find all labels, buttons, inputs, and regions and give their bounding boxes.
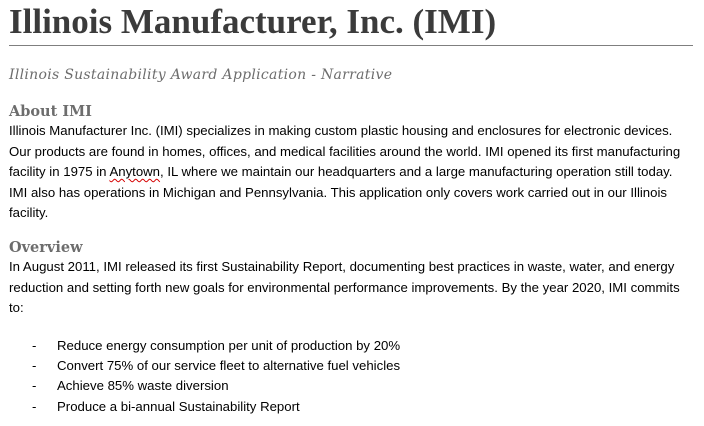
bullet-dash: - xyxy=(32,398,37,414)
bullet-dash: - xyxy=(32,337,37,353)
list-item[interactable] xyxy=(9,356,693,376)
bullet-dash: - xyxy=(32,358,37,374)
title-divider xyxy=(9,45,693,46)
list-item[interactable] xyxy=(9,397,693,417)
commitments-list xyxy=(9,336,693,417)
about-paragraph[interactable] xyxy=(9,121,693,224)
document-subtitle[interactable]: Illinois Sustainability Award Application - Narrative xyxy=(9,67,393,83)
spellcheck-flagged-word[interactable]: Anytown xyxy=(109,164,161,180)
list-item-text: Reduce energy consumption per unit of production by 20% xyxy=(57,337,401,353)
list-item-text: Produce a bi-annual Sustainability Report xyxy=(57,398,300,414)
list-item-text: Convert 75% of our service fleet to alternative fuel vehicles xyxy=(57,358,401,374)
overview-paragraph[interactable]: In August 2011, IMI released its first Sustainability Report, documenting best practices in waste, water, and energy reduction and setting forth new goals for environmental performance improvements. By the year 2020, IMI commits to: xyxy=(9,258,680,316)
about-heading[interactable]: About IMI xyxy=(9,103,92,120)
about-text-start: Illinois Manufacturer Inc. (IMI) specializes in making custom plastic housing and enclosures for electronic devices. Our products are found in homes, offices, and medical facilities around the world. IMI opened its first manufacturing facility in 1975 in xyxy=(9,123,681,180)
list-item[interactable] xyxy=(9,376,693,396)
overview-heading[interactable]: Overview xyxy=(9,238,83,256)
list-item-text: Achieve 85% waste diversion xyxy=(57,378,229,394)
bullet-dash: - xyxy=(32,378,37,394)
document-title[interactable]: Illinois Manufacturer, Inc. (IMI) xyxy=(9,2,497,41)
document-page xyxy=(9,0,693,417)
about-text-end: , IL where we maintain our headquarters and a large manufacturing operation still today. IMI also has operations in Michigan and Pennsylvania. This application only covers work carried out in our Illinois facility. xyxy=(9,164,673,221)
list-item[interactable] xyxy=(9,336,693,356)
